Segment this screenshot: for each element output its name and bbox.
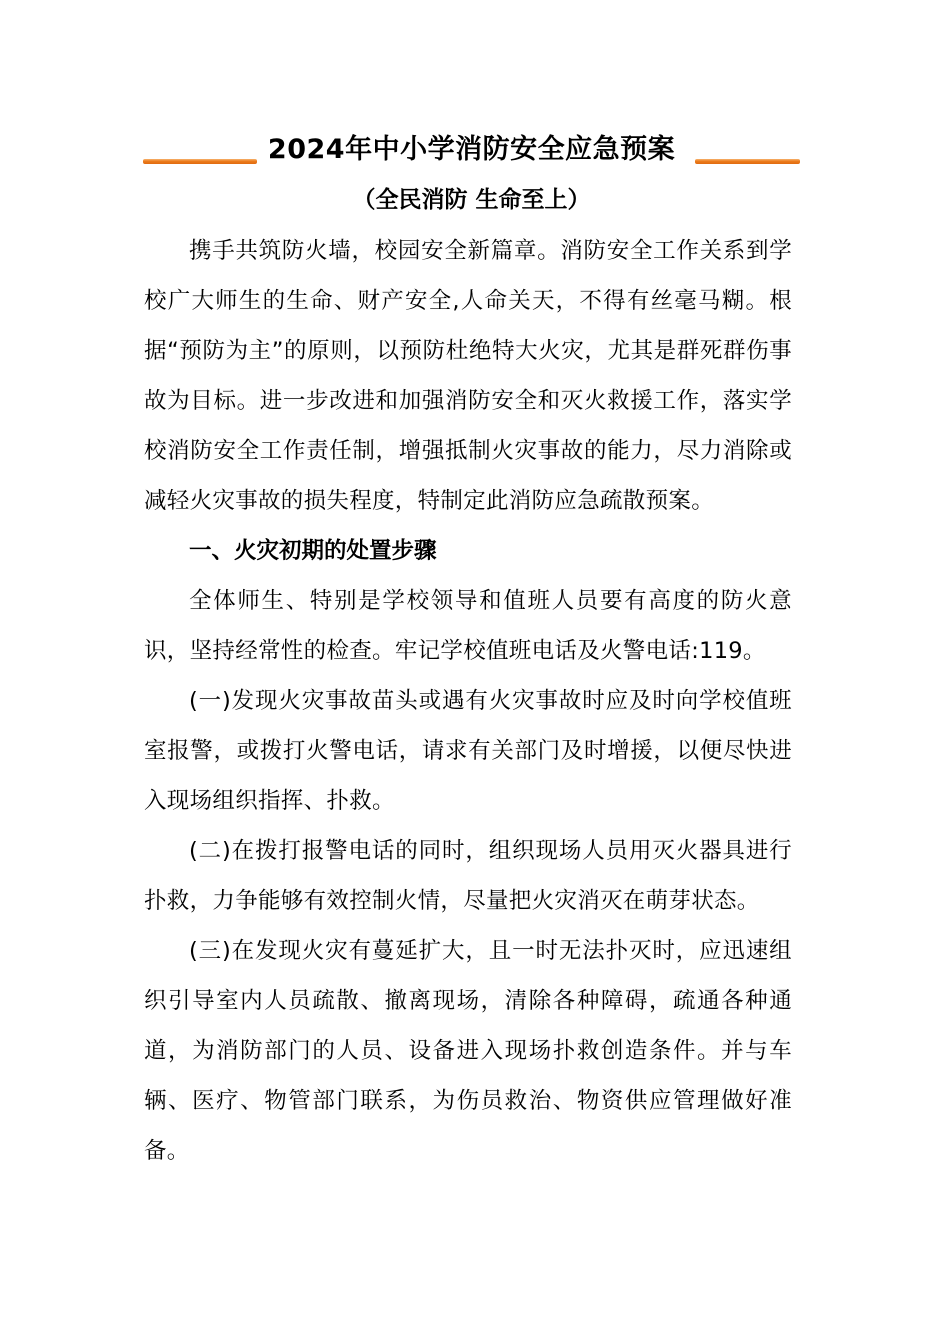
list-item-1: (一)发现火灾事故苗头或遇有火灾事故时应及时向学校值班室报警，或拨打火警电话，请求有关部门及时增援，以便尽快进入现场组织指挥、扑救。 bbox=[144, 688, 792, 814]
document-body bbox=[144, 226, 792, 1176]
section-paragraph: 全体师生、特别是学校领导和值班人员要有高度的防火意识，坚持经常性的检查。牢记学校值班电话及火警电话:119。 bbox=[144, 588, 792, 664]
list-item-2: (二)在拨打报警电话的同时，组织现场人员用灭火器具进行扑救，力争能够有效控制火情，尽量把火灾消灭在萌芽状态。 bbox=[144, 838, 792, 914]
intro-paragraph: 携手共筑防火墙，校园安全新篇章。消防安全工作关系到学校广大师生的生命、财产安全,人命关天，不得有丝毫马糊。根据“预防为主”的原则，以预防杜绝特大火灾，尤其是群死群伤事故为目标。进一步改进和加强消防安全和灭火救援工作，落实学校消防安全工作责任制，增强抵制火灾事故的能力，尽力消除或减轻火灾事故的损失程度，特制定此消防应急疏散预案。 bbox=[144, 238, 792, 514]
title-row bbox=[143, 128, 800, 174]
document-title: 2024年中小学消防安全应急预案 bbox=[267, 134, 676, 165]
list-item-3: (三)在发现火灾有蔓延扩大，且一时无法扑灭时，应迅速组织引导室内人员疏散、撤离现场，清除各种障碍，疏通各种通道，为消防部门的人员、设备进入现场扑救创造条件。并与车辆、医疗、物管部门联系，为伤员救治、物资供应管理做好准备。 bbox=[144, 938, 792, 1164]
section-heading: 一、火灾初期的处置步骤 bbox=[189, 538, 437, 564]
document-subtitle: （全民消防 生命至上） bbox=[352, 187, 591, 213]
